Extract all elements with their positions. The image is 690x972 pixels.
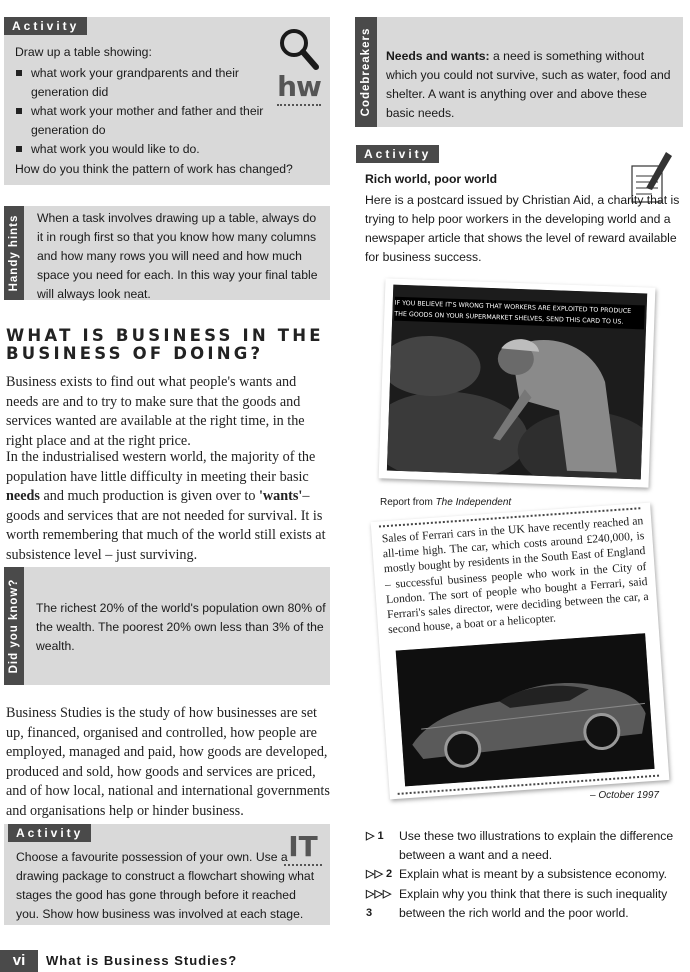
list-item: what work your mother and father and their generation do — [15, 102, 265, 140]
question-marker: ▷▷ 2 — [366, 868, 393, 880]
question-marker: ▷▷▷ 3 — [366, 888, 392, 919]
activity-tab: Activity — [4, 17, 87, 35]
section-heading — [6, 327, 336, 363]
did-you-know-text: The richest 20% of the world's population own 80% of the wealth. The poorest 20% own less than 3% of the wealth. — [36, 601, 326, 653]
question-text: Use these two illustrations to explain the difference between a want and a need. — [399, 829, 674, 862]
ferrari-icon — [396, 633, 655, 786]
news-article: Sales of Ferrari cars in the UK have recently reached an all-time high. The car, which costs around £240,000, is mostly bought by residents in the South East of England – successful business people who work in the City of London. The sort of people who bought a Ferrari, said Ferrari's sales director, were deciding between the car, a second house, a boat or a helicopter. — [381, 514, 649, 637]
question-text: Explain what is meant by a subsistence economy. — [399, 867, 668, 881]
handy-hints-tab: Handy hints — [4, 206, 24, 300]
body-paragraph: In the industrialised western world, the majority of the population have little difficulty in meeting their basic needs and much production is given over to 'wants'– goods and services that are not needed for survival. It is worth remembering that much of the world still exists at subsistence level – just surviving. — [6, 449, 326, 563]
body-paragraph: Business Studies is the study of how businesses are set up, financed, organised and controlled, how people are employed, managed and paid, how goods are developed, produced and sold, how goods and services are priced, and of how local, national and international governments and organisations help or hinder business. — [6, 705, 330, 819]
question-item — [366, 885, 681, 923]
activity-list — [15, 64, 265, 159]
list-item: what work your grandparents and their generation did — [15, 64, 265, 102]
handy-hints-text: When a task involves drawing up a table, always do it in rough first so that you know how many columns and how many rows you will need and how much space you need for each. In this way your final table will always look neat. — [37, 211, 318, 301]
report-date: – October 1997 — [590, 790, 659, 801]
activity-tab: Activity — [356, 145, 439, 163]
homework-badge: hw — [277, 70, 321, 103]
heading-line: BUSINESS OF DOING? — [6, 344, 264, 363]
badge-underline — [277, 104, 321, 109]
newspaper-clipping — [371, 503, 670, 800]
it-badge: IT — [288, 830, 318, 863]
body-paragraph: Business exists to find out what people's wants and needs are and to try to make sure that the goods and services wanted are available at the right time, in the right place and at the right price. — [6, 374, 305, 449]
badge-underline — [284, 864, 322, 866]
heading-line: WHAT IS BUSINESS IN THE — [6, 326, 324, 345]
activity-text: Choose a favourite possession of your own. Use a drawing package to construct a flowchart showing what stages the good has gone through before it reached you. Show how business was involved at each stage. — [16, 850, 315, 921]
ferrari-photo — [396, 633, 655, 786]
activity-question: How do you think the pattern of work has changed? — [15, 162, 293, 176]
codebreakers-definition: Needs and wants: a need is something without which you could not survive, such as water, food and shelter. A want is anything over and above these basic needs. — [386, 49, 671, 120]
magnifier-icon — [278, 27, 320, 71]
list-item: what work you would like to do. — [15, 140, 265, 159]
activity-text: Here is a postcard issued by Christian Aid, a charity that is trying to help poor workers in the developing world and a newspaper article that shows the level of reward available for business success. — [365, 193, 680, 264]
report-label: Report from The Independent — [380, 497, 512, 508]
postcard-caption: IF YOU BELIEVE IT'S WRONG THAT WORKERS ARE EXPLOITED TO PRODUCE THE GOODS ON YOUR SUPERMARKET SHELVES, SEND THIS CARD TO US. — [394, 297, 645, 330]
postcard-image — [379, 278, 656, 487]
codebreakers-tab: Codebreakers — [355, 17, 377, 127]
question-item — [366, 827, 681, 865]
activity-intro: Draw up a table showing: — [15, 45, 152, 59]
question-item — [366, 865, 681, 884]
activity-tab: Activity — [8, 824, 91, 842]
footer-title: What is Business Studies? — [46, 953, 238, 968]
activity-title: Rich world, poor world — [365, 172, 498, 186]
footer-page-number: vi — [0, 950, 38, 972]
question-text: Explain why you think that there is such inequality between the rich world and the poor world. — [399, 887, 668, 920]
postcard-photo — [387, 285, 647, 480]
did-you-know-tab: Did you know? — [4, 567, 24, 685]
question-marker: ▷ 1 — [366, 830, 384, 842]
